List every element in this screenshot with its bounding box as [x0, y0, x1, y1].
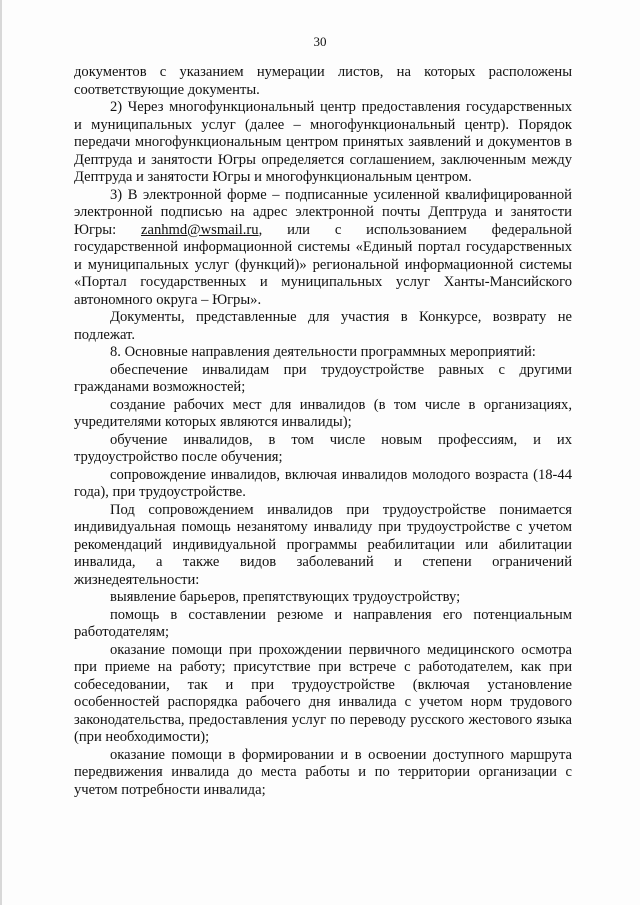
paragraph-support-definition: Под сопровождением инвалидов при трудоустройстве понимается индивидуальная помощь незанятому инвалиду при трудоустройстве с учетом рекомендаций индивидуальной программы реабилитации или абилитации инвалида, а также видов заболеваний и степени ограничений жизнедеятельности: [74, 501, 572, 588]
list-item-barriers: выявление барьеров, препятствующих трудоустройству; [110, 589, 461, 605]
list-item-support: сопровождение инвалидов, включая инвалидов молодого возраста (18-44 года), при трудоустройстве. [74, 466, 572, 500]
paragraph-section-8-heading: 8. Основные направления деятельности программных мероприятий: [110, 344, 536, 360]
list-item-training: обучение инвалидов, в том числе новым профессиям, и их трудоустройство после обучения; [74, 431, 572, 465]
paragraph-mfc-submission: 2) Через многофункциональный центр предоставления государственных и муниципальных услуг (далее – многофункциональный центр). Порядок передачи многофункциональным центром принятых заявлений и документов в Дептруда и занятости Югры определяется соглашением, заключенным между Дептруда и занятости Югры и многофункциональным центром. [74, 99, 572, 185]
list-item-creating-jobs: создание рабочих мест для инвалидов (в том числе в организациях, учредителями которых являются инвалиды); [74, 396, 572, 430]
list-item-equal-opportunities: обеспечение инвалидам при трудоустройстве равных с другими гражданами возможностей; [74, 361, 572, 395]
list-item-medical-exam: оказание помощи при прохождении первичного медицинского осмотра при приеме на работу; присутствие при встрече с работодателем, как при собеседовании, так и при трудоустройстве (включая установление особенностей распорядка рабочего дня инвалида с учетом норм трудового законодательства, предоставления услуг по переводу русского жестового языка (при необходимости); [74, 641, 572, 745]
list-item-resume: помощь в составлении резюме и направления его потенциальным работодателям; [74, 606, 572, 640]
paragraph-no-return: Документы, представленные для участия в Конкурсе, возврату не подлежат. [74, 309, 572, 343]
paragraph-documents-numbering: документов с указанием нумерации листов, на которых расположены соответствующие документы. [74, 64, 572, 98]
page-edge [0, 0, 2, 905]
email-link[interactable]: zanhmd@wsmail.ru [140, 221, 259, 238]
list-item-route: оказание помощи в формировании и в освоении доступного маршрута передвижения инвалида до места работы и по территории организации с учетом потребности инвалида; [74, 746, 572, 798]
electronic-text-after: , или с использованием федеральной государственной информационной системы «Единый портал государственных и муниципальных услуг (функций)» региональной информационной системы «Портал государственных и муниципальных услуг Ханты-Мансийского автономного округа – Югры». [74, 221, 572, 308]
page-number: 30 [313, 34, 327, 49]
electronic-text-before: 3) В электронной форме – подписанные усиленной квалифицированной электронной подписью на адрес электронной почты Дептруда и занятости Югры: [74, 186, 572, 238]
document-body [74, 64, 572, 799]
paragraph-electronic-submission [74, 187, 572, 310]
